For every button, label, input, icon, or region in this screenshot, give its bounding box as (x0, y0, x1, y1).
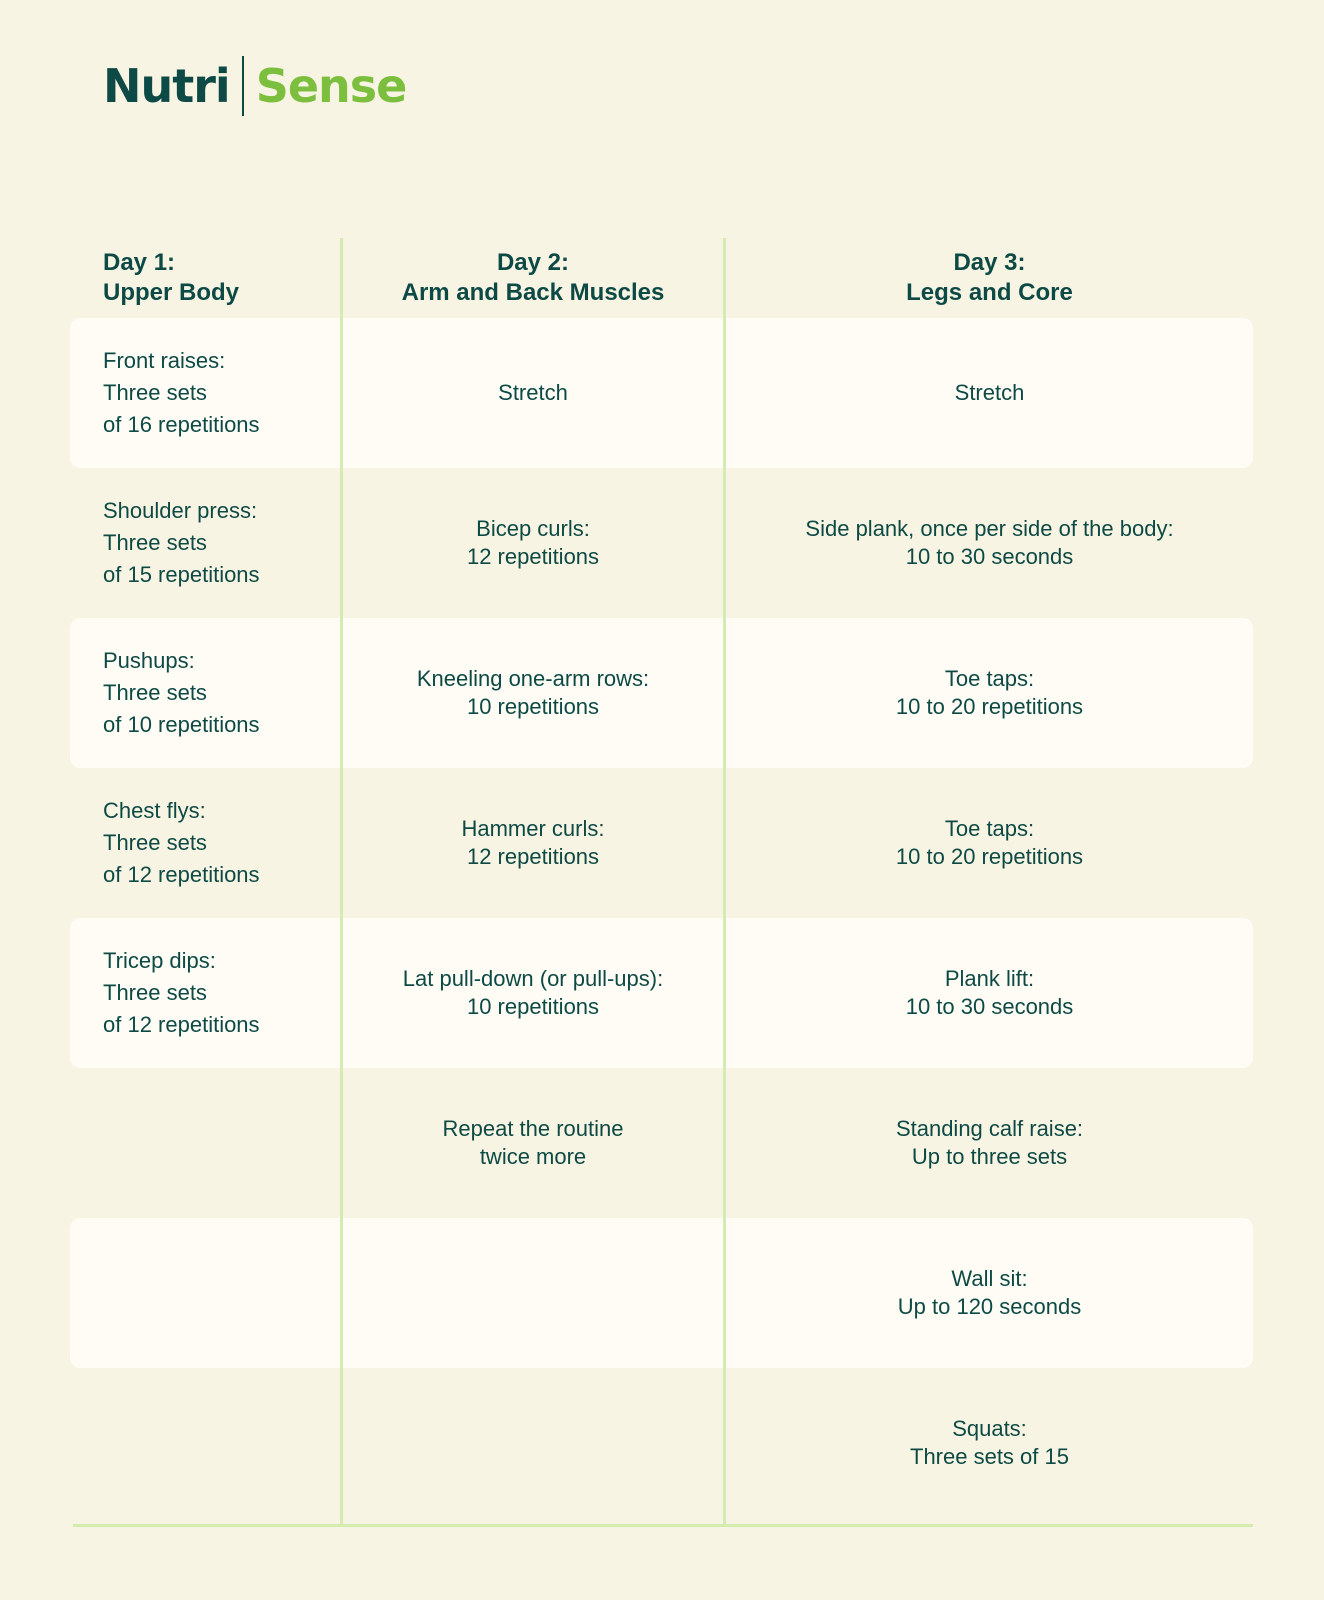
header-focus-label: Legs and Core (906, 279, 1073, 306)
exercise-detail: 10 repetitions (466, 694, 600, 719)
day3-cell (726, 318, 1253, 468)
exercise-detail: 10 to 20 repetitions (895, 844, 1084, 869)
exercise-name: Repeat the routine (442, 1116, 624, 1141)
exercise-name: Plank lift: (944, 966, 1035, 991)
day1-cell (103, 768, 343, 918)
header-focus-label: Arm and Back Muscles (401, 279, 665, 306)
exercise-sets: Three sets (103, 530, 207, 555)
exercise-detail: Up to 120 seconds (897, 1294, 1082, 1319)
day3-cell (726, 1218, 1253, 1368)
workout-table (70, 238, 1253, 1528)
day3-cell (726, 768, 1253, 918)
day2-cell (343, 1068, 723, 1218)
header-day2 (343, 238, 723, 318)
day1-cell (103, 1068, 343, 1218)
day1-cell (103, 318, 343, 468)
table-row (70, 618, 1253, 768)
exercise-name: Toe taps: (944, 666, 1035, 691)
exercise-detail: 10 to 30 seconds (905, 544, 1074, 569)
brand-name-part2: Sense (255, 59, 407, 113)
day3-cell (726, 468, 1253, 618)
table-row (70, 1068, 1253, 1218)
exercise-name: Stretch (498, 380, 568, 405)
exercise-reps: of 15 repetitions (103, 562, 260, 587)
exercise-sets: Three sets (103, 830, 207, 855)
exercise-name: Bicep curls: (476, 516, 590, 541)
exercise-reps: of 12 repetitions (103, 862, 260, 887)
exercise-detail: Up to three sets (911, 1144, 1068, 1169)
column-divider (723, 238, 726, 1524)
header-day1 (103, 238, 340, 318)
table-row (70, 918, 1253, 1068)
exercise-detail: 10 to 30 seconds (905, 994, 1074, 1019)
exercise-detail: 10 to 20 repetitions (895, 694, 1084, 719)
day2-cell (343, 618, 723, 768)
exercise-sets: Three sets (103, 980, 207, 1005)
header-day-label: Day 3: (953, 249, 1026, 276)
exercise-name: Chest flys: (103, 798, 206, 823)
exercise-detail: twice more (479, 1144, 587, 1169)
brand-name-part1: Nutri (103, 59, 230, 113)
day3-cell (726, 1368, 1253, 1518)
exercise-name: Stretch (954, 380, 1025, 405)
day3-cell (726, 918, 1253, 1068)
day2-cell (343, 918, 723, 1068)
exercise-reps: of 16 repetitions (103, 412, 260, 437)
exercise-sets: Three sets (103, 380, 207, 405)
brand-divider (242, 56, 244, 116)
header-day3 (726, 238, 1253, 318)
table-bottom-rule (73, 1524, 1253, 1527)
day2-cell (343, 1218, 723, 1368)
day1-cell (103, 918, 343, 1068)
day1-cell (103, 1218, 343, 1368)
header-day-label: Day 1: (103, 249, 176, 276)
column-divider (340, 238, 343, 1524)
exercise-name: Lat pull-down (or pull-ups): (402, 966, 664, 991)
day1-cell (103, 1368, 343, 1518)
header-day-label: Day 2: (496, 249, 570, 276)
table-row (70, 768, 1253, 918)
header-focus-label: Upper Body (103, 279, 240, 306)
brand-logo (103, 56, 406, 116)
exercise-name: Squats: (952, 1416, 1027, 1441)
exercise-detail: 10 repetitions (466, 994, 600, 1019)
exercise-reps: of 10 repetitions (103, 712, 260, 737)
exercise-name: Standing calf raise: (895, 1116, 1084, 1141)
exercise-name: Toe taps: (944, 816, 1035, 841)
table-row (70, 1218, 1253, 1368)
day2-cell (343, 318, 723, 468)
day3-cell (726, 618, 1253, 768)
exercise-name: Front raises: (103, 348, 226, 373)
table-row (70, 468, 1253, 618)
exercise-detail: Three sets of 15 (910, 1444, 1069, 1469)
exercise-name: Kneeling one-arm rows: (416, 666, 650, 691)
exercise-name: Side plank, once per side of the body: (805, 516, 1174, 541)
exercise-detail: 12 repetitions (466, 844, 600, 869)
table-row (70, 318, 1253, 468)
exercise-name: Wall sit: (951, 1266, 1028, 1291)
day2-cell (343, 1368, 723, 1518)
day1-cell (103, 468, 343, 618)
day3-cell (726, 1068, 1253, 1218)
exercise-name: Pushups: (103, 648, 195, 673)
day1-cell (103, 618, 343, 768)
exercise-detail: 12 repetitions (466, 544, 600, 569)
day2-cell (343, 768, 723, 918)
exercise-name: Hammer curls: (461, 816, 605, 841)
day2-cell (343, 468, 723, 618)
exercise-sets: Three sets (103, 680, 207, 705)
exercise-name: Tricep dips: (103, 948, 216, 973)
exercise-name: Shoulder press: (103, 498, 258, 523)
exercise-reps: of 12 repetitions (103, 1012, 260, 1037)
table-row (70, 1368, 1253, 1518)
